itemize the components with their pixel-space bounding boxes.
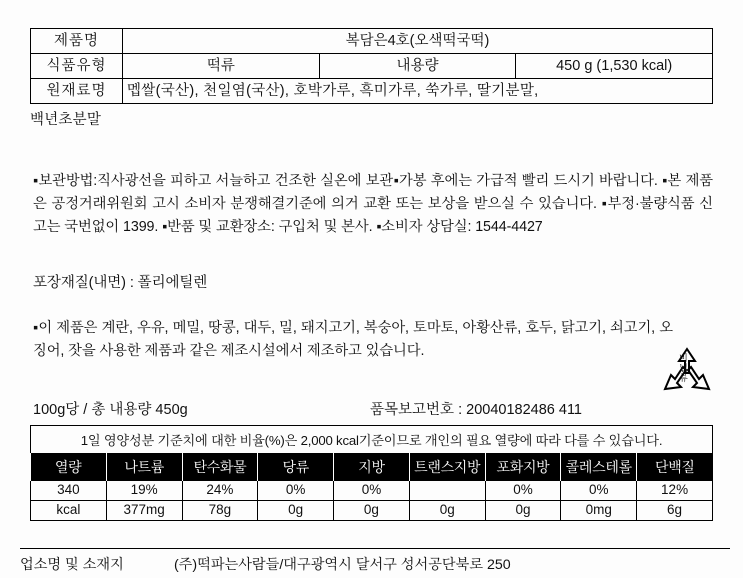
- nutrition-cell: 340: [31, 481, 107, 500]
- product-name-value: 복담은4호(오색떡국떡): [123, 29, 713, 54]
- table-row: [31, 500, 713, 520]
- report-number: [370, 398, 582, 419]
- nutrition-cell: 0g: [485, 500, 561, 520]
- per-serving-text: 100g당 / 총 내용량 450g: [33, 402, 188, 418]
- table-row: [31, 79, 713, 104]
- recycle-icon: [659, 345, 715, 397]
- nutrition-cell: 0g: [258, 500, 334, 520]
- nutrition-facts-table: [30, 425, 713, 521]
- manufacturer-label: 업소명 및 소재지: [20, 557, 124, 573]
- report-number-value: 20040182486 411: [466, 402, 582, 418]
- nutrition-cell: 19%: [106, 481, 182, 500]
- table-row: [31, 481, 713, 500]
- nutrition-header-row: [31, 453, 713, 481]
- nutrition-header-cell: 탄수화물: [182, 453, 258, 481]
- nutrition-cell: 377mg: [106, 500, 182, 520]
- nutrition-cell: 0%: [334, 481, 410, 500]
- nutrition-header-cell: 포화지방: [485, 453, 561, 481]
- nutrition-cell: 0g: [409, 500, 485, 520]
- nutrition-cell: 12%: [637, 481, 713, 500]
- recycle-label: 비닐류: [678, 353, 688, 383]
- nutrition-cell: [409, 481, 485, 500]
- nutrition-header-cell: 단백질: [637, 453, 713, 481]
- nutrition-header-cell: 콜레스테롤: [561, 453, 637, 481]
- table-row: [31, 29, 713, 54]
- nutrition-cell: 78g: [182, 500, 258, 520]
- ingredients-label: 원재료명: [31, 79, 123, 104]
- product-type-value: 떡류: [123, 54, 320, 79]
- nutrition-cell: 0g: [334, 500, 410, 520]
- product-info-table: [30, 28, 713, 104]
- nutrition-header-cell: 나트륨: [106, 453, 182, 481]
- nutrition-cell: 0%: [258, 481, 334, 500]
- storage-instructions: ▪보관방법:직사광선을 피하고 서늘하고 건조한 실온에 보관▪가봉 후에는 가급적 빨리 드시기 바랍니다. ▪본 제품은 공정거래위원회 고시 소비자 분쟁해결기준에 의거 교환 또는 보상을 받으실 수 있습니다. ▪부정·불량식품 신고는 국번없이 1399. ▪반품 및 교환장소: 구입처 및 본사. ▪소비자 상담실: 1544-4427: [33, 173, 713, 236]
- product-name-label: 제품명: [31, 29, 123, 54]
- nutrition-header-cell: 지방: [334, 453, 410, 481]
- manufacturer-footer: [20, 548, 730, 574]
- nutrition-header-cell: 트랜스지방: [409, 453, 485, 481]
- report-number-label: 품목보고번호 :: [370, 402, 463, 418]
- nutrition-cell: 24%: [182, 481, 258, 500]
- allergy-statement: ▪이 제품은 계란, 우유, 메밀, 땅콩, 대두, 밀, 돼지고기, 복숭아, 토마토, 아황산류, 호두, 닭고기, 쇠고기, 오징어, 잣을 사용한 제품과 같은 제조시설에서 제조하고 있습니다.: [33, 320, 673, 360]
- product-table: [30, 28, 713, 104]
- nutrition-cell: 0mg: [561, 500, 637, 520]
- manufacturer-value: (주)떡파는사람들/대구광역시 달서구 성서공단북로 250: [173, 557, 511, 573]
- volume-label: 내용량: [319, 54, 516, 79]
- product-type-label: 식품유형: [31, 54, 123, 79]
- nutrition-cell: 0%: [561, 481, 637, 500]
- volume-value: 450 g (1,530 kcal): [516, 54, 713, 79]
- nutrition-header-cell: 당류: [258, 453, 334, 481]
- nutrition-cell: 6g: [637, 500, 713, 520]
- nutrition-cell: kcal: [31, 500, 107, 520]
- nutrition-header-cell: 열량: [31, 453, 107, 481]
- ingredients-overflow: 백년초분말: [30, 112, 102, 128]
- nutrition-cell: 0%: [485, 481, 561, 500]
- nutrition-note: 1일 영양성분 기준치에 대한 비율(%)은 2,000 kcal기준이므로 개인의 필요 열량에 따라 다를 수 있습니다.: [30, 425, 713, 453]
- packaging-material: 포장재질(내면) : 폴리에틸렌: [33, 275, 208, 291]
- nutrition-table: [30, 453, 713, 521]
- table-row: [31, 54, 713, 79]
- ingredients-value: 멥쌀(국산), 천일염(국산), 호박가루, 흑미가루, 쑥가루, 딸기분말,: [123, 79, 713, 104]
